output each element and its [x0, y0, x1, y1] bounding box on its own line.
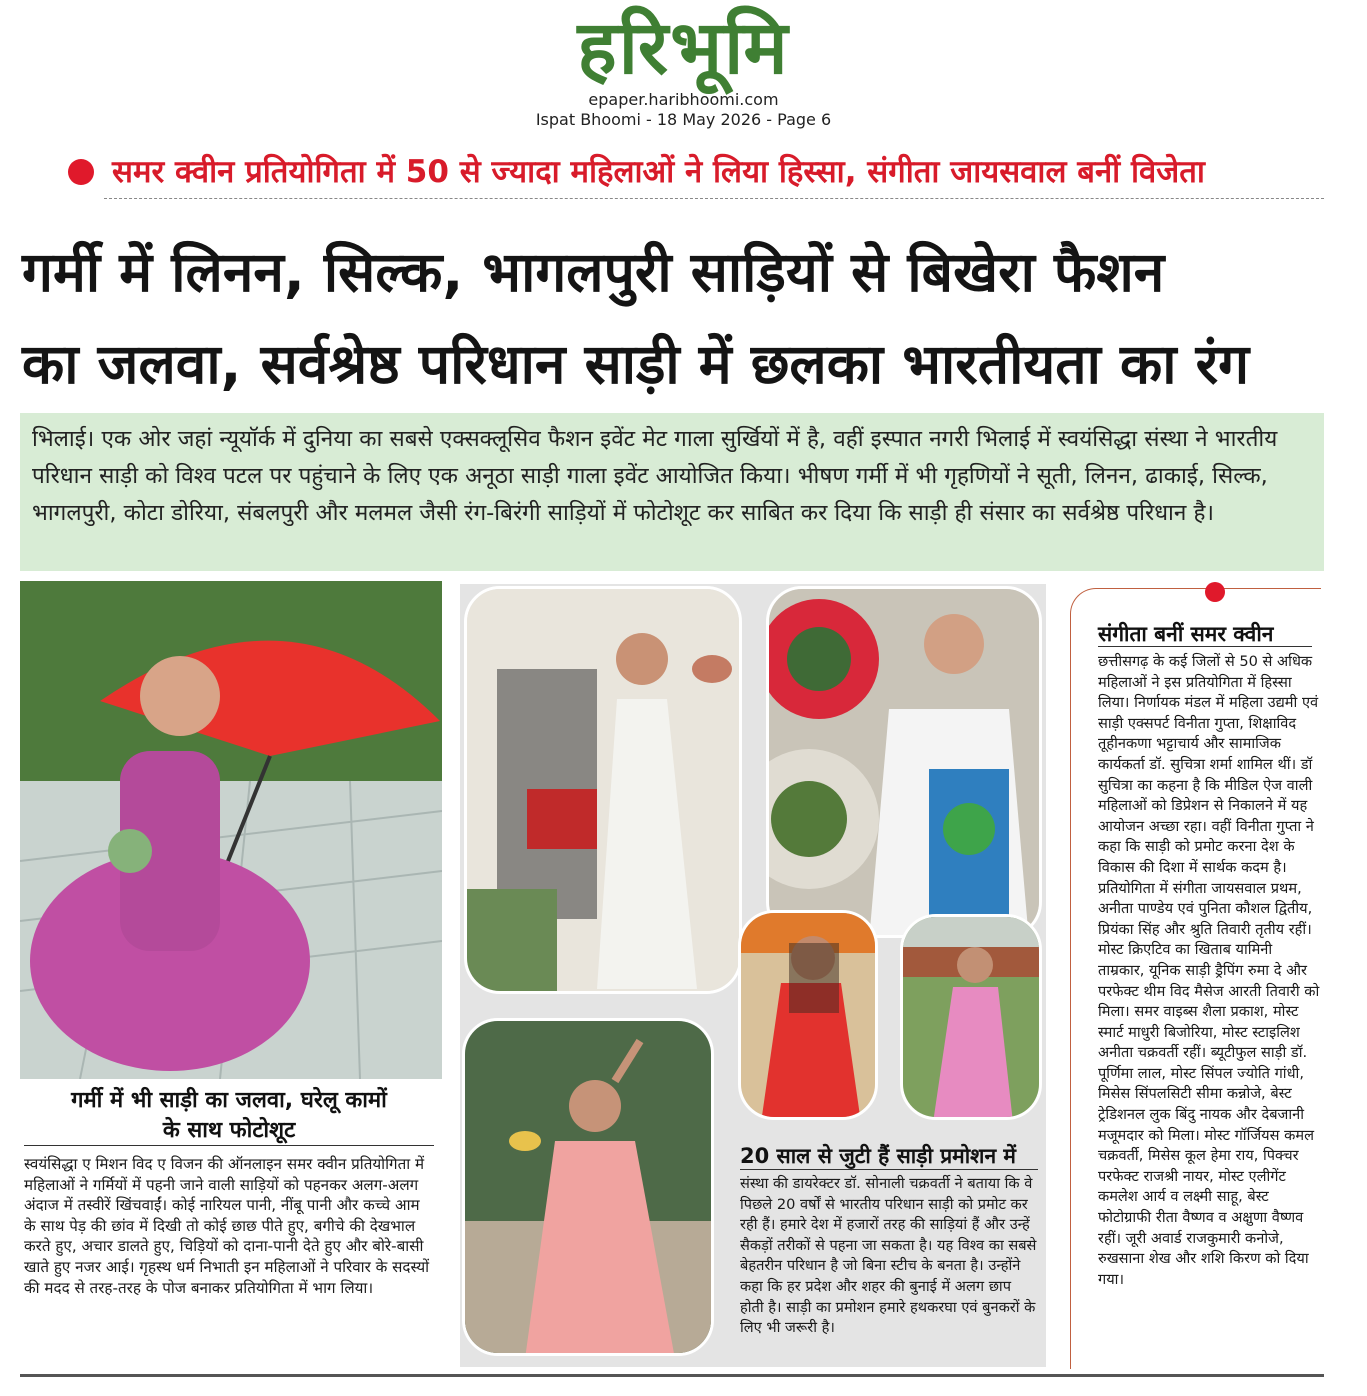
photo-garden-woman [766, 586, 1042, 938]
photo-pink-saree-woman [900, 914, 1042, 1120]
edition-info: Ispat Bhoomi - 18 May 2026 - Page 6 [535, 110, 832, 129]
red-dot-icon [1205, 582, 1225, 602]
middle-story-body: संस्था की डायरेक्टर डॉ. सोनाली चक्रवर्ती ने बताया कि वे पिछले 20 वर्षों से भारतीय परिधान साड़ी को प्रमोट कर रही हैं। हमारे देश में हजारों तरह की साड़ियां हैं और उन्हें सैकड़ों तरीकों से पहना जा सकता है। यह विश्व का सबसे बेहतरीन परिधान है जो बिना स्टीच के बनता है। उन्होंने कहा कि हर प्रदेश और शहर की बुनाई में अलग छाप होती है। साड़ी का प्रमोशन हमारे हथकरघा एवं बुनकरों के लिए भी जरूरी है। [740, 1175, 1037, 1337]
photo-dancing-woman [462, 1018, 714, 1356]
photo-umbrella-woman [20, 581, 442, 1079]
masthead [0, 0, 1367, 140]
bottom-divider [20, 1374, 1324, 1377]
main-headline [22, 226, 1342, 410]
right-story-body: छत्तीसगढ़ के कई जिलों से 50 से अधिक महिलाओं ने इस प्रतियोगिता में हिस्सा लिया। निर्णायक मंडल में महिला उद्यमी एवं साड़ी एक्सपर्ट विनीता गुप्ता, शिक्षाविद तूहीनकणा भट्टाचार्य और सामाजिक कार्यकर्ता डॉ. सुचित्रा शर्मा शामिल थीं। डॉ सुचित्रा का कहना है कि मीडिल ऐज वाली महिलाओं को डिप्रेशन से निकालने में यह आयोजन अच्छा रहा। वहीं विनीता गुप्ता ने कहा कि साड़ी को प्रमोट करना देश के विकास की दिशा में सार्थक कदम है। प्रतियोगिता में संगीता जायसवाल प्रथम, अनीता पाण्डेय एवं पुनिता कौशल द्वितीय, प्रियंका सिंह और श्रुति तिवारी तृतीय रहीं। मोस्ट क्रिएटिव का खिताब यामिनी ताम्रकार, यूनिक साड़ी ड्रैपिंग रुमा दे और परफेक्ट थीम विद मैसेज आरती तिवारी को मिला। समर वाइब्स शैला प्रकाश, मोस्ट स्मार्ट माधुरी बिजोरिया, मोस्ट स्टाइलिश अनीता चक्रवर्ती रहीं। ब्यूटीफुल साड़ी डॉ. पूर्णिमा लाल, मोस्ट सिंपल ज्योति गांधी, मिसेस सिंपलसिटी सीमा कन्नोजे, बेस्ट ट्रेडिशनल लुक बिंदु नायक और देबजानी मजूमदार को मिला। मोस्ट गॉर्जियस कमल चक्रवर्ती, मिसेस कूल हेमा राय, पिक्चर परफेक्ट राजश्री नायर, मोस्ट एलीगेंट कमलेश आर्य व लक्ष्मी साहू, बेस्ट फोटोग्राफी रीता वैष्णव व अक्षुणा वैष्णव रहीं। जूरी अवार्ड राजकुमारी कनोजे, रुखसाना शेख और शशि किरण को दिया गया। [1098, 653, 1320, 1288]
kicker-headline: समर क्वीन प्रतियोगिता में 50 से ज्यादा महिलाओं ने लिया हिस्सा, संगीता जायसवाल बनीं विजेता [112, 154, 1205, 190]
photo-red-saree-woman [738, 910, 878, 1120]
site-url[interactable]: epaper.haribhoomi.com [588, 90, 779, 109]
left-heading-rule [24, 1145, 434, 1146]
red-bullet-icon [68, 159, 94, 185]
middle-heading-rule [740, 1169, 1038, 1170]
right-heading-rule [1098, 646, 1312, 647]
headline-line-1: गर्मी में लिनन, सिल्क, भागलपुरी साड़ियों से बिखेरा फैशन [22, 240, 1165, 304]
newspaper-logo: हरिभूमि [577, 5, 790, 91]
headline-line-2: का जलवा, सर्वश्रेष्ठ परिधान साड़ी में छलका भारतीयता का रंग [22, 332, 1250, 396]
dashed-divider [104, 198, 1324, 199]
left-story-body: स्वयंसिद्धा ए मिशन विद ए विजन की ऑनलाइन समर क्वीन प्रतियोगिता में महिलाओं ने गर्मियों में पहनी जाने वाली साड़ियों को पहनकर अलग-अलग अंदाज में तस्वीरें खिंचवाईं। कोई नारियल पानी, नींबू पानी और कच्चे आम के साथ पेड़ की छांव में दिखी तो कोई छाछ पीते हुए, बगीचे की देखभाल करते हुए, अचार डालते हुए, चिड़ियों को दाना-पानी देते हुए और बोरे-बासी खाते हुए नजर आई। गृहस्थ धर्म निभाती इन महिलाओं ने परिवार के सदस्यों की मदद से तरह-तरह के पोज बनाकर प्रतियोगिता में भाग लिया। [24, 1155, 430, 1297]
left-story-heading: गर्मी में भी साड़ी का जलवा, घरेलू कामों के साथ फोटोशूट [71, 1088, 387, 1143]
photo-swing-woman [464, 586, 742, 994]
right-story-heading: संगीता बनीं समर क्वीन [1098, 622, 1274, 646]
intro-paragraph: भिलाई। एक ओर जहां न्यूयॉर्क में दुनिया का सबसे एक्सक्लूसिव फैशन इवेंट मेट गाला सुर्खियों में है, वहीं इस्पात नगरी भिलाई में स्वयंसिद्धा संस्था ने भारतीय परिधान साड़ी को विश्व पटल पर पहुंचाने के लिए एक अनूठा साड़ी गाला इवेंट आयोजित किया। भीषण गर्मी में भी गृहणियों ने सूती, लिनन, ढाकाई, सिल्क, भागलपुरी, कोटा डोरिया, संबलपुरी और मलमल जैसी रंग-बिरंगी साड़ियों में फोटोशूट कर साबित कर दिया कि साड़ी ही संसार का सर्वश्रेष्ठ परिधान है। [20, 413, 1324, 571]
middle-story-heading: 20 साल से जुटी हैं साड़ी प्रमोशन में [740, 1144, 1016, 1168]
